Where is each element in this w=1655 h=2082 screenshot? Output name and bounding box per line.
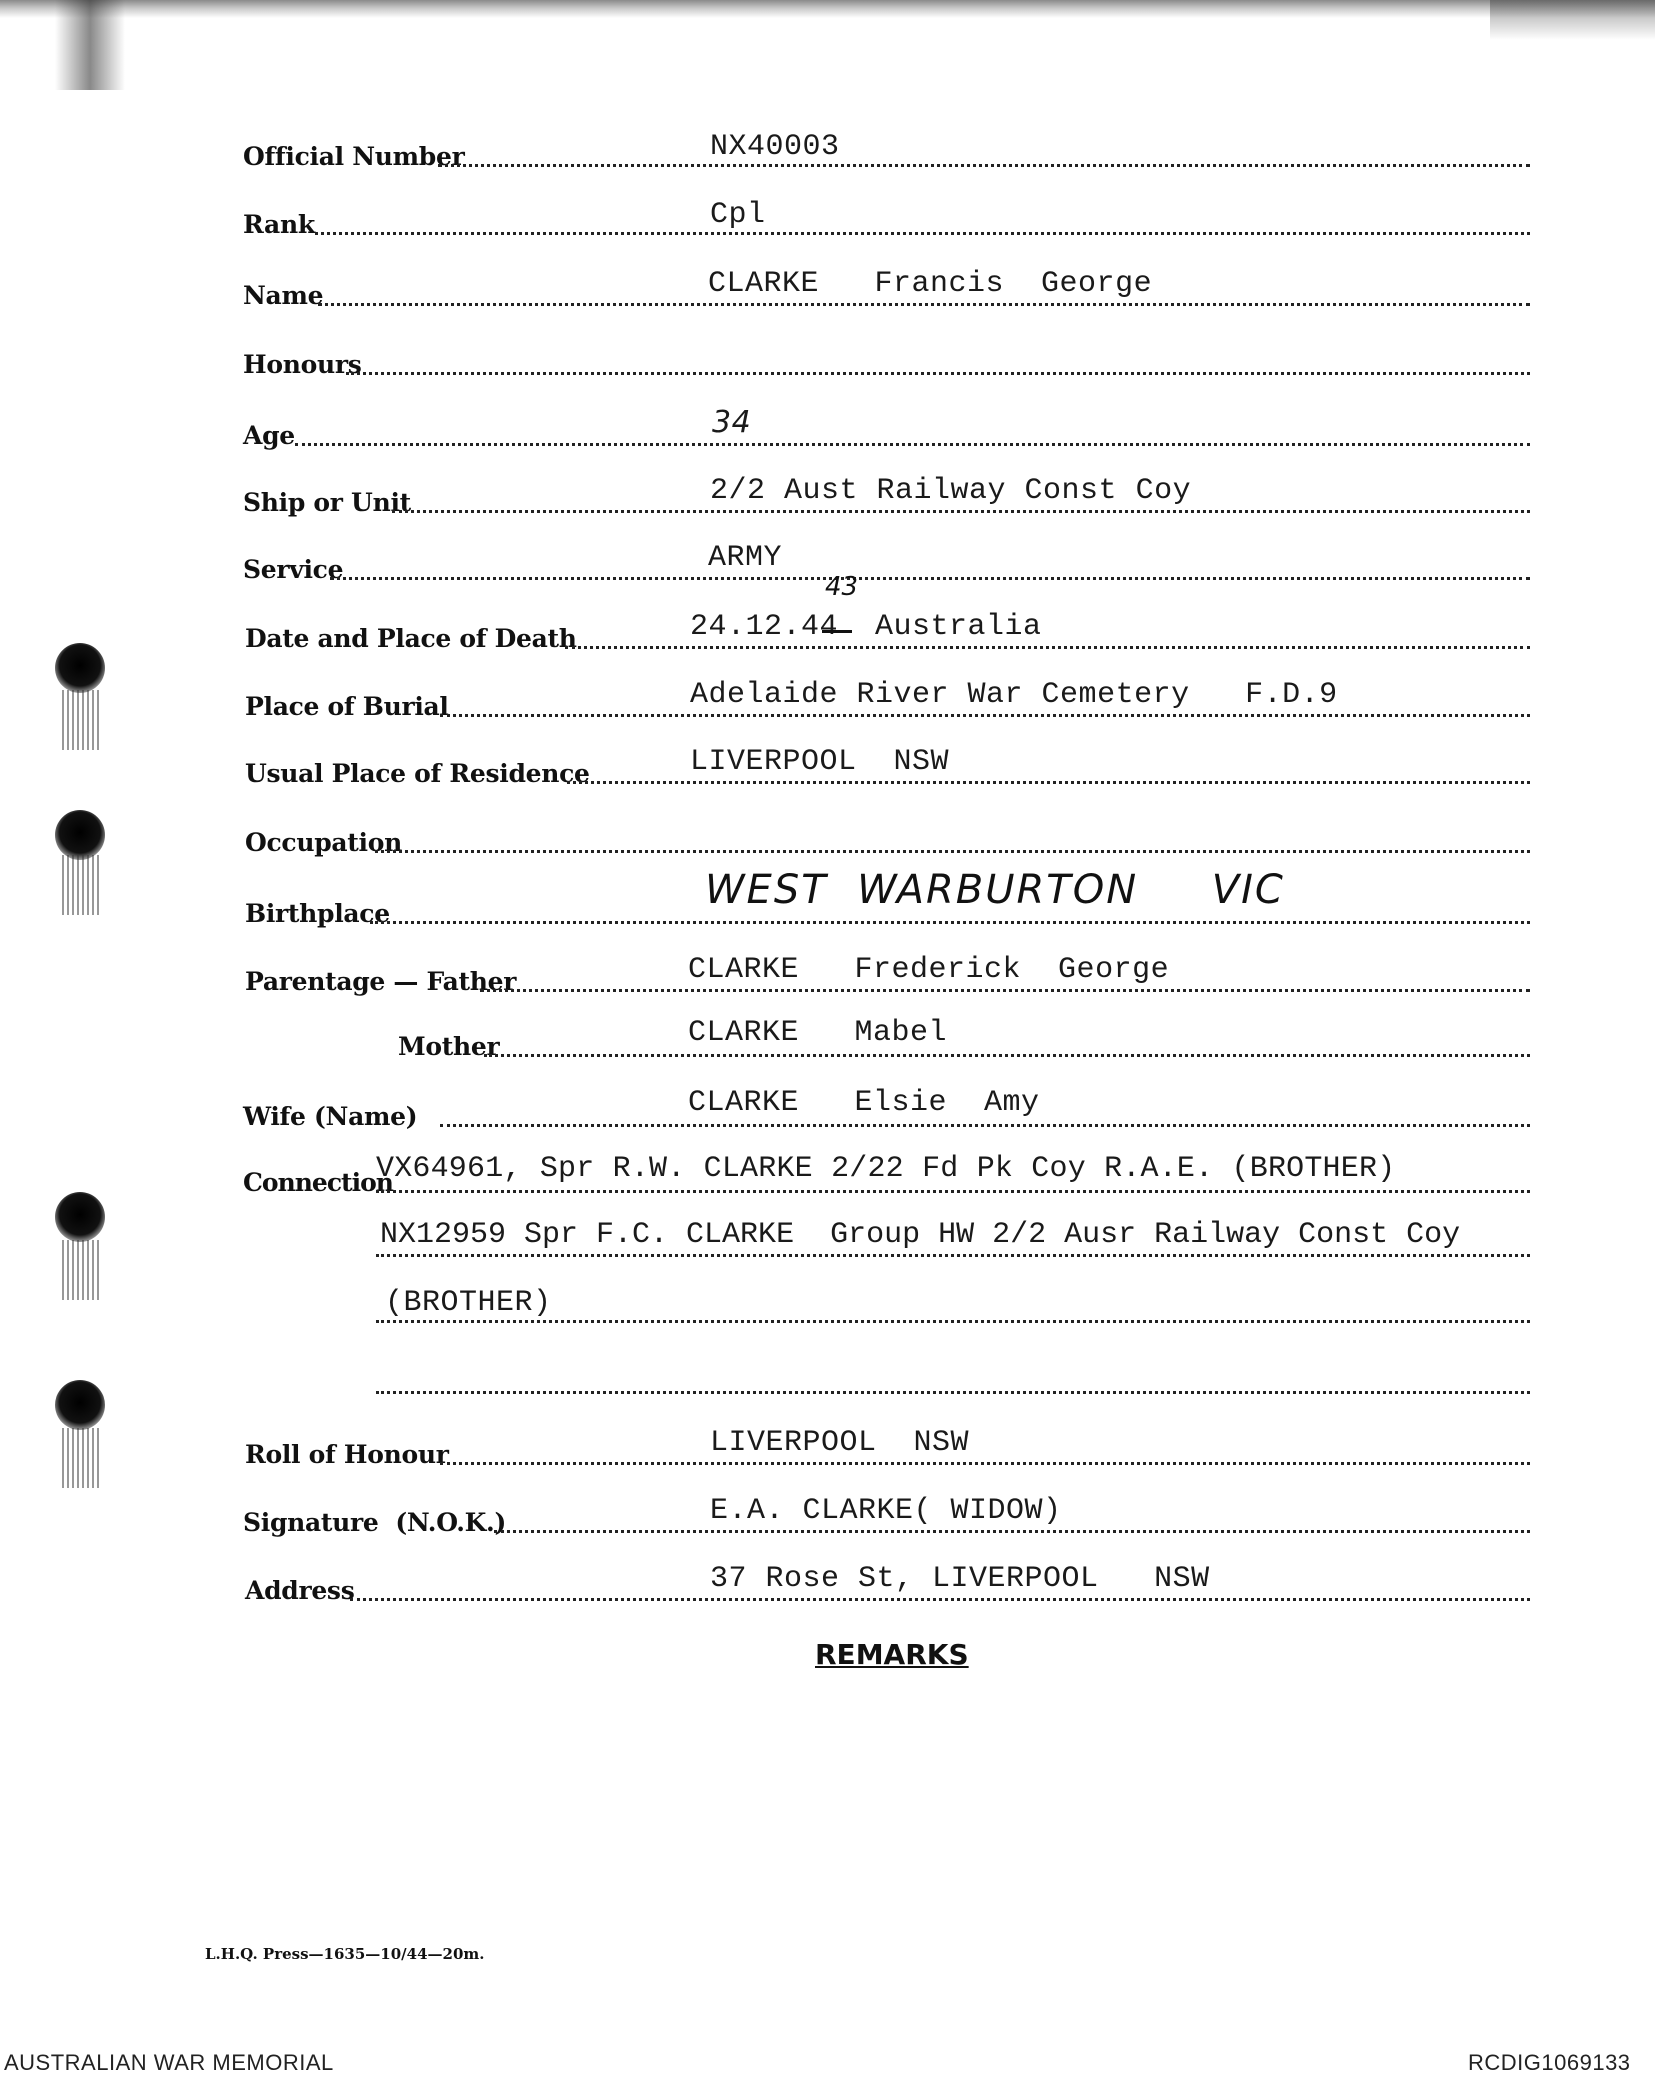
field-label: Official Number <box>243 142 465 171</box>
field-label: Signature (N.O.K.) <box>243 1508 506 1537</box>
dotted-rule <box>376 1391 1530 1394</box>
field-label: Address <box>245 1576 355 1605</box>
field-official-number <box>0 130 1655 180</box>
handwritten-correction: 43 <box>825 572 859 602</box>
field-label: Place of Burial <box>245 692 449 721</box>
field-wife <box>0 1088 1655 1138</box>
field-name <box>0 267 1655 317</box>
field-label: Rank <box>243 210 315 239</box>
field-value: CLARKE Mabel <box>688 1016 948 1050</box>
field-label: Wife (Name) <box>243 1102 418 1131</box>
dotted-rule <box>565 646 1530 649</box>
field-value: CLARKE Francis George <box>708 267 1153 301</box>
dotted-rule <box>494 1530 1530 1533</box>
dotted-rule <box>376 1254 1530 1257</box>
field-label: Usual Place of Residence <box>245 759 590 788</box>
field-birthplace <box>0 867 1655 935</box>
dotted-rule <box>315 232 1530 235</box>
dotted-rule <box>484 1054 1530 1057</box>
scan-smudge <box>1490 0 1655 40</box>
field-value: CLARKE Frederick George <box>688 953 1170 987</box>
connection-text: (BROTHER) <box>385 1286 552 1320</box>
field-mother <box>0 1018 1655 1068</box>
connection-text: NX12959 Spr F.C. CLARKE Group HW 2/2 Ausr Railway Const Coy <box>380 1218 1461 1252</box>
field-value: NX40003 <box>710 130 840 164</box>
field-value: Adelaide River War Cemetery F.D.9 <box>690 678 1338 712</box>
field-value: LIVERPOOL NSW <box>710 1426 970 1460</box>
connection-line <box>0 1365 1655 1415</box>
footer-record-id: RCDIG1069133 <box>1468 2050 1631 2075</box>
field-date-place-of-death <box>0 572 1655 660</box>
field-value: Cpl <box>710 198 766 232</box>
dotted-rule <box>440 1124 1530 1127</box>
dotted-rule <box>480 989 1530 992</box>
field-age <box>0 405 1655 455</box>
connection-line <box>0 1218 1655 1268</box>
dotted-rule <box>295 443 1530 446</box>
field-usual-residence <box>0 745 1655 795</box>
field-label: Roll of Honour <box>245 1440 449 1469</box>
field-value: 24.12.44 Australia <box>690 610 1042 644</box>
field-value: 37 Rose St, LIVERPOOL NSW <box>710 1562 1210 1596</box>
field-rank <box>0 198 1655 248</box>
field-label: Age <box>243 421 295 450</box>
field-value: 2/2 Aust Railway Const Coy <box>710 474 1192 508</box>
dotted-rule <box>438 164 1530 167</box>
dotted-rule <box>440 1462 1530 1465</box>
field-label: Date and Place of Death <box>245 624 577 653</box>
dotted-rule <box>375 850 1530 853</box>
dotted-rule <box>346 372 1530 375</box>
footer-institution: AUSTRALIAN WAR MEMORIAL <box>4 2050 334 2075</box>
field-roll-of-honour <box>0 1426 1655 1476</box>
field-value: LIVERPOOL NSW <box>690 745 950 779</box>
field-label: Connection <box>243 1168 393 1197</box>
field-label: Occupation <box>245 828 402 857</box>
field-ship-or-unit <box>0 474 1655 524</box>
field-label: Mother <box>398 1032 500 1061</box>
dotted-rule <box>376 1320 1530 1323</box>
field-honours <box>0 338 1655 388</box>
field-place-of-burial <box>0 678 1655 728</box>
field-value: 34 <box>712 405 752 440</box>
handwritten-value: WEST WARBURTON VIC <box>705 867 1285 913</box>
field-value: ARMY <box>708 541 783 575</box>
field-label: Parentage — Father <box>245 967 517 996</box>
field-father <box>0 953 1655 1003</box>
field-label: Birthplace <box>245 899 390 928</box>
dotted-rule <box>567 781 1530 784</box>
dotted-rule <box>370 921 1530 924</box>
scan-edge <box>0 0 1655 18</box>
dotted-rule <box>376 1190 1530 1193</box>
dotted-rule <box>330 577 1530 580</box>
dotted-rule <box>392 510 1530 513</box>
field-label: Honours <box>243 350 362 379</box>
remarks-heading: REMARKS <box>815 1638 969 1671</box>
field-address <box>0 1562 1655 1612</box>
dotted-rule <box>440 714 1530 717</box>
field-connection <box>0 1152 1655 1202</box>
field-label: Ship or Unit <box>243 488 411 517</box>
field-value: VX64961, Spr R.W. CLARKE 2/22 Fd Pk Coy R.A.E. (BROTHER) <box>376 1152 1396 1186</box>
field-label: Name <box>243 281 324 310</box>
field-signature <box>0 1494 1655 1544</box>
field-value: E.A. CLARKE( WIDOW) <box>710 1494 1062 1528</box>
field-occupation <box>0 816 1655 866</box>
strikethrough <box>822 630 852 633</box>
field-value: CLARKE Elsie Amy <box>688 1086 1040 1120</box>
dotted-rule <box>318 303 1530 306</box>
printer-mark: L.H.Q. Press—1635—10/44—20m. <box>205 1945 485 1963</box>
field-label: Service <box>243 555 344 584</box>
connection-line <box>0 1286 1655 1340</box>
dotted-rule <box>350 1598 1530 1601</box>
scan-smudge <box>55 0 125 90</box>
